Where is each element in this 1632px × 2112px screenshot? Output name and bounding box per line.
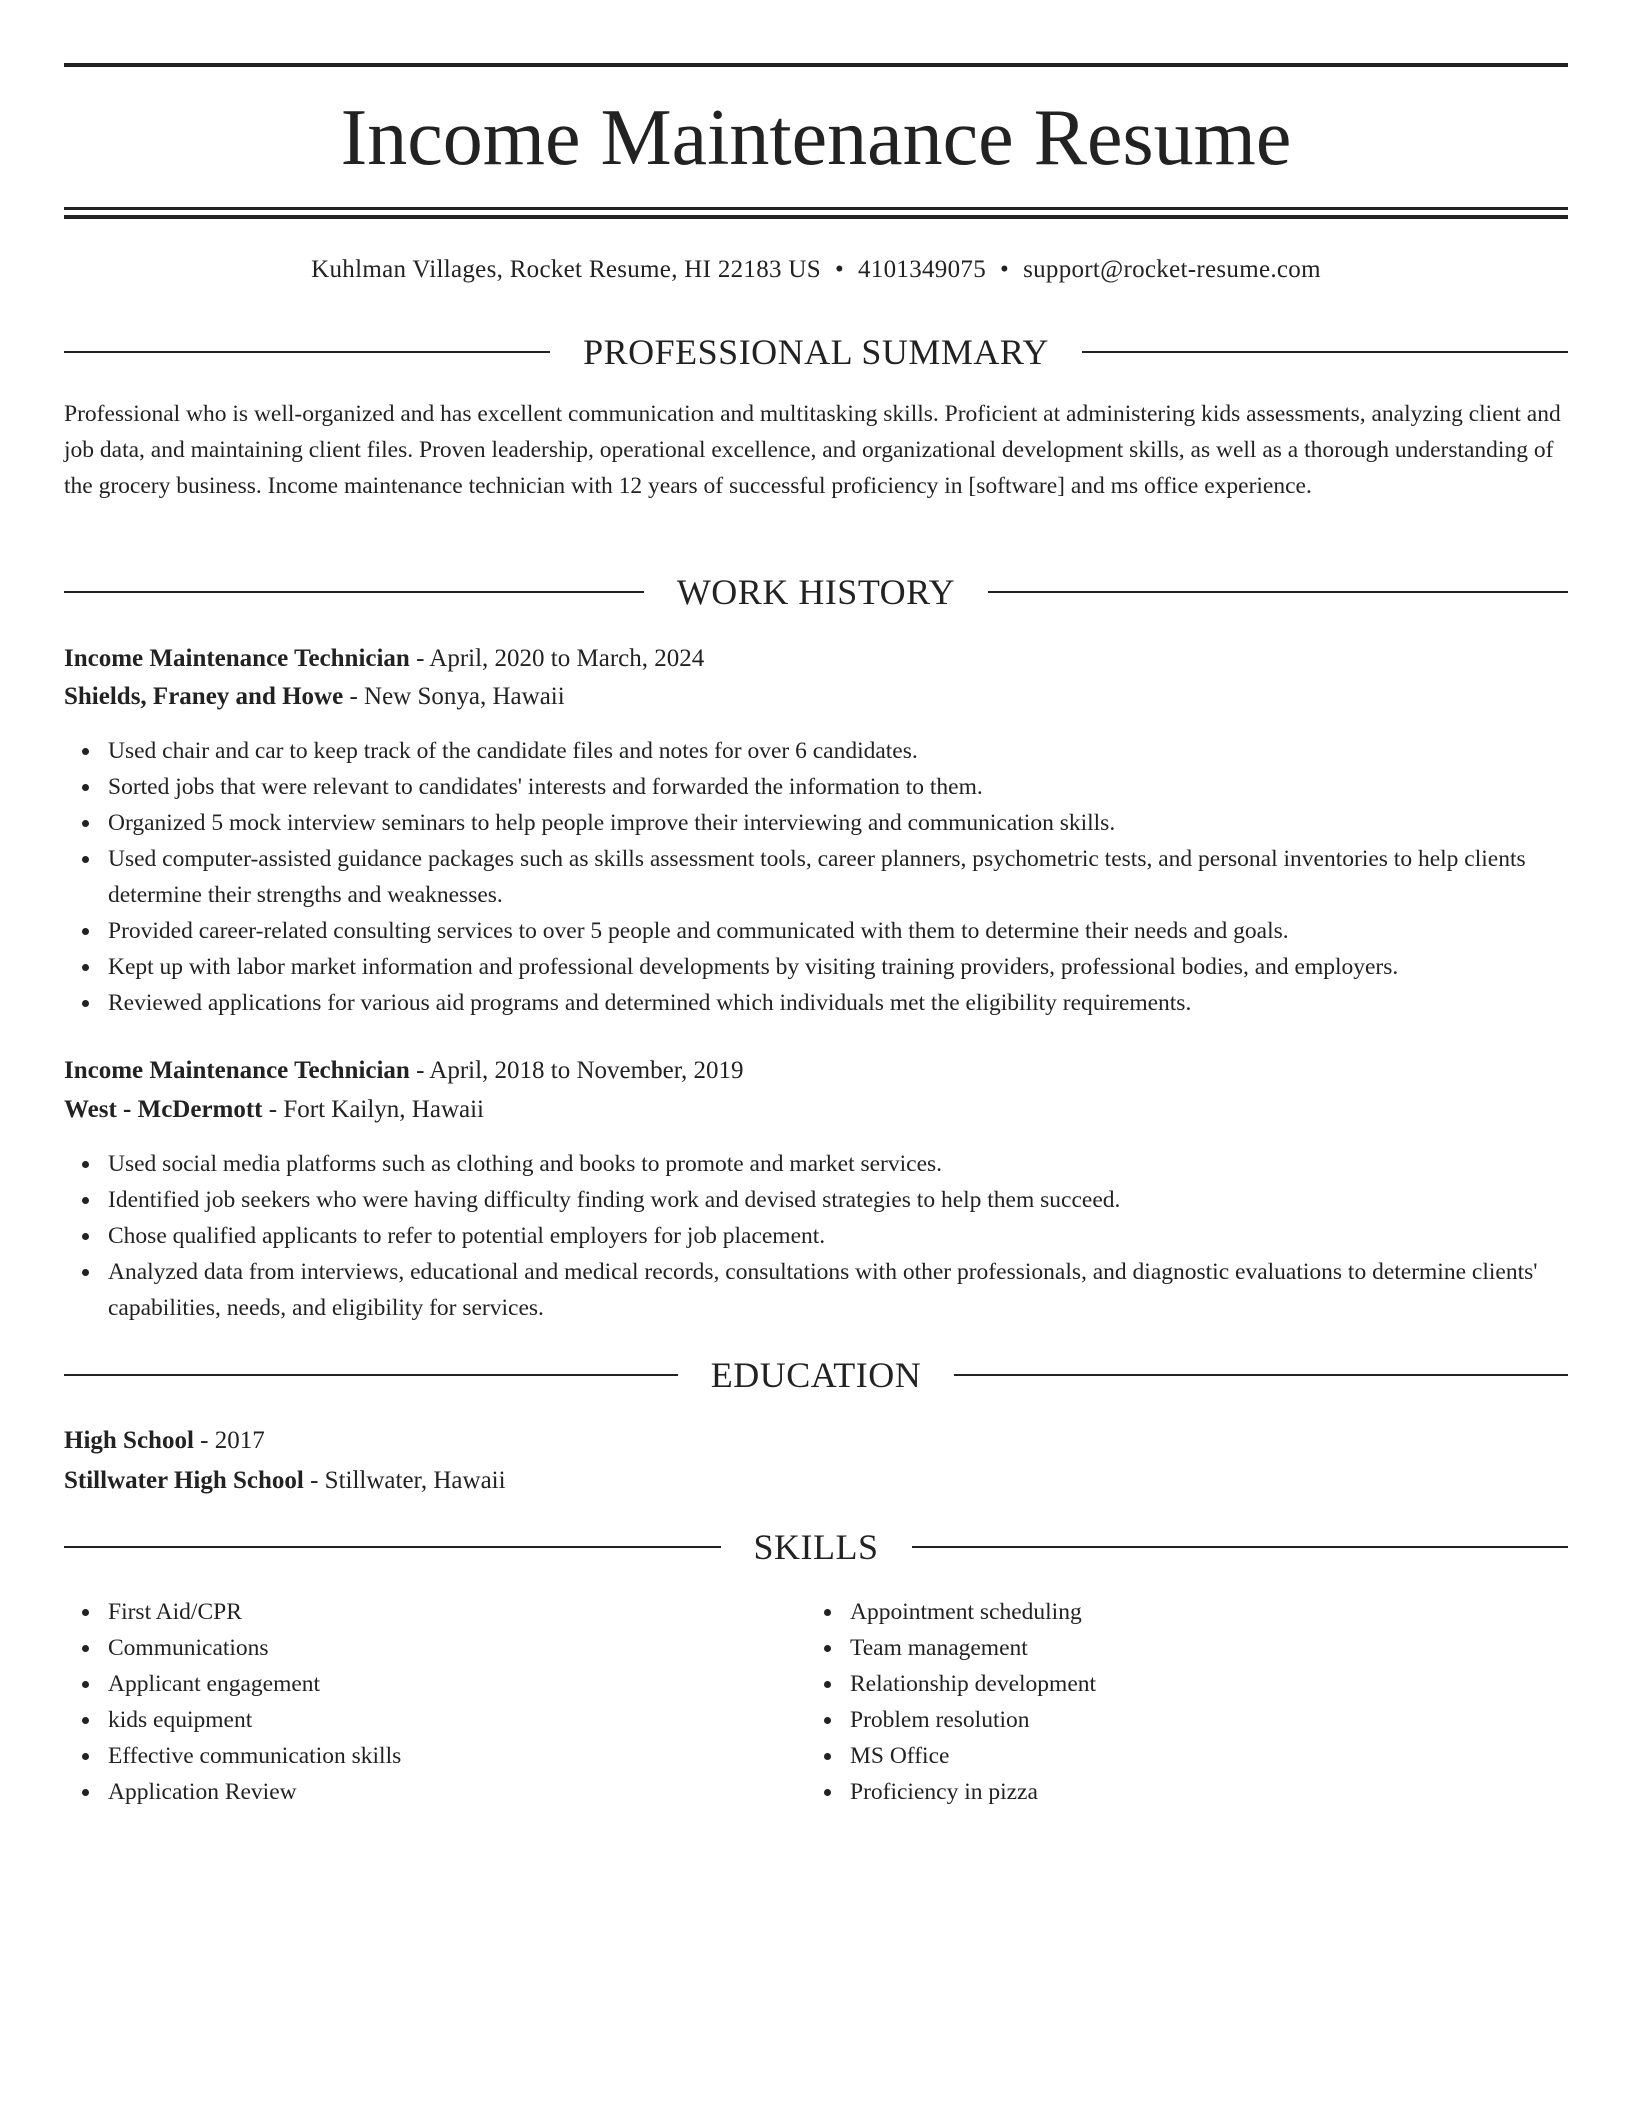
job-2-company-line [64,1091,1568,1129]
list-item: Analyzed data from interviews, educational and medical records, consultations with other professionals, and diagnostic evaluations to determine clients' capabilities, needs, and eligibility for services. [108,1254,1568,1326]
job-1-bullets [64,733,1568,1021]
divider-line [912,1546,1569,1548]
job-1-title: Income Maintenance Technician [64,645,410,672]
skill-item: Appointment scheduling [850,1594,1506,1630]
contact-phone: 4101349075 [858,256,986,283]
skills-list-left [64,1594,764,1810]
skill-item: Proficiency in pizza [850,1774,1506,1810]
divider-line [1082,351,1568,353]
education-heading: EDUCATION [710,1355,922,1395]
skill-item: Effective communication skills [108,1738,764,1774]
education-school-line [64,1462,1568,1500]
skills-list-right [806,1594,1506,1810]
skill-item: First Aid/CPR [108,1594,764,1630]
skills-heading: SKILLS [753,1527,879,1567]
divider-line [64,1546,721,1548]
skill-item: Applicant engagement [108,1666,764,1702]
education-school: Stillwater High School [64,1467,304,1494]
contact-separator: • [834,256,844,283]
list-item: Kept up with labor market information and professional developments by visiting training providers, professional bodies, and employers. [108,949,1568,985]
list-item: Identified job seekers who were having difficulty finding work and devised strategies to help them succeed. [108,1182,1568,1218]
list-item: Used chair and car to keep track of the candidate files and notes for over 6 candidates. [108,733,1568,769]
summary-text: Professional who is well-organized and has excellent communication and multitasking skills. Proficient at administering kids assessments, analyzing client and job data, and maintaining client files. Proven leadership, operational excellence, and organizational development skills, as well as a thorough understanding of the grocery business. Income maintenance technician with 12 years of successful proficiency in [software] and ms office experience. [64,401,1561,499]
contact-address: Kuhlman Villages, Rocket Resume, HI 22183 US [311,256,821,283]
education-degree: High School [64,1427,194,1454]
top-rule [64,63,1568,67]
job-2-title: Income Maintenance Technician [64,1057,410,1084]
skill-item: Problem resolution [850,1702,1506,1738]
education-section-heading [64,1353,1568,1397]
job-2-title-line [64,1052,1568,1090]
page-title: Income Maintenance Resume [340,94,1292,182]
job-1-dates: - April, 2020 to March, 2024 [409,645,705,672]
list-item: Sorted jobs that were relevant to candidates' interests and forwarded the information to them. [108,769,1568,805]
contact-line [64,252,1568,288]
divider-line [64,1374,678,1376]
job-1-company: Shields, Franey and Howe [64,683,344,710]
work-heading: WORK HISTORY [676,572,956,612]
contact-separator: • [1000,256,1010,283]
job-1-company-line [64,678,1568,716]
summary-heading: PROFESSIONAL SUMMARY [583,332,1049,372]
list-item: Provided career-related consulting services to over 5 people and communicated with them to determine their needs and goals. [108,913,1568,949]
job-2-dates: - April, 2018 to November, 2019 [409,1057,744,1084]
job-1-location: - New Sonya, Hawaii [343,683,565,710]
list-item: Chose qualified applicants to refer to potential employers for job placement. [108,1218,1568,1254]
list-item: Reviewed applications for various aid programs and determined which individuals met the eligibility requirements. [108,985,1568,1021]
job-1-title-line [64,640,1568,678]
job-2-bullets [64,1146,1568,1326]
divider-line [988,591,1568,593]
job-2-location: - Fort Kailyn, Hawaii [262,1096,484,1123]
divider-line [954,1374,1568,1376]
divider-line [64,591,644,593]
list-item: Organized 5 mock interview seminars to help people improve their interviewing and communication skills. [108,805,1568,841]
skill-item: Team management [850,1630,1506,1666]
education-degree-line [64,1422,1568,1460]
divider-line [64,351,550,353]
skill-item: Relationship development [850,1666,1506,1702]
contact-email: support@rocket-resume.com [1023,256,1321,283]
title-rule-lower [64,215,1568,219]
summary-section-heading [64,330,1568,374]
skill-item: MS Office [850,1738,1506,1774]
education-location: - Stillwater, Hawaii [303,1467,506,1494]
skills-section-heading [64,1525,1568,1569]
skill-item: Communications [108,1630,764,1666]
job-2-company: West - McDermott [64,1096,263,1123]
work-section-heading [64,570,1568,614]
title-rule-upper [64,207,1568,210]
list-item: Used computer-assisted guidance packages such as skills assessment tools, career planners, psychometric tests, and personal inventories to help clients determine their strengths and weaknesses. [108,841,1568,913]
education-year: - 2017 [193,1427,265,1454]
skill-item: Application Review [108,1774,764,1810]
list-item: Used social media platforms such as clothing and books to promote and market services. [108,1146,1568,1182]
skill-item: kids equipment [108,1702,764,1738]
